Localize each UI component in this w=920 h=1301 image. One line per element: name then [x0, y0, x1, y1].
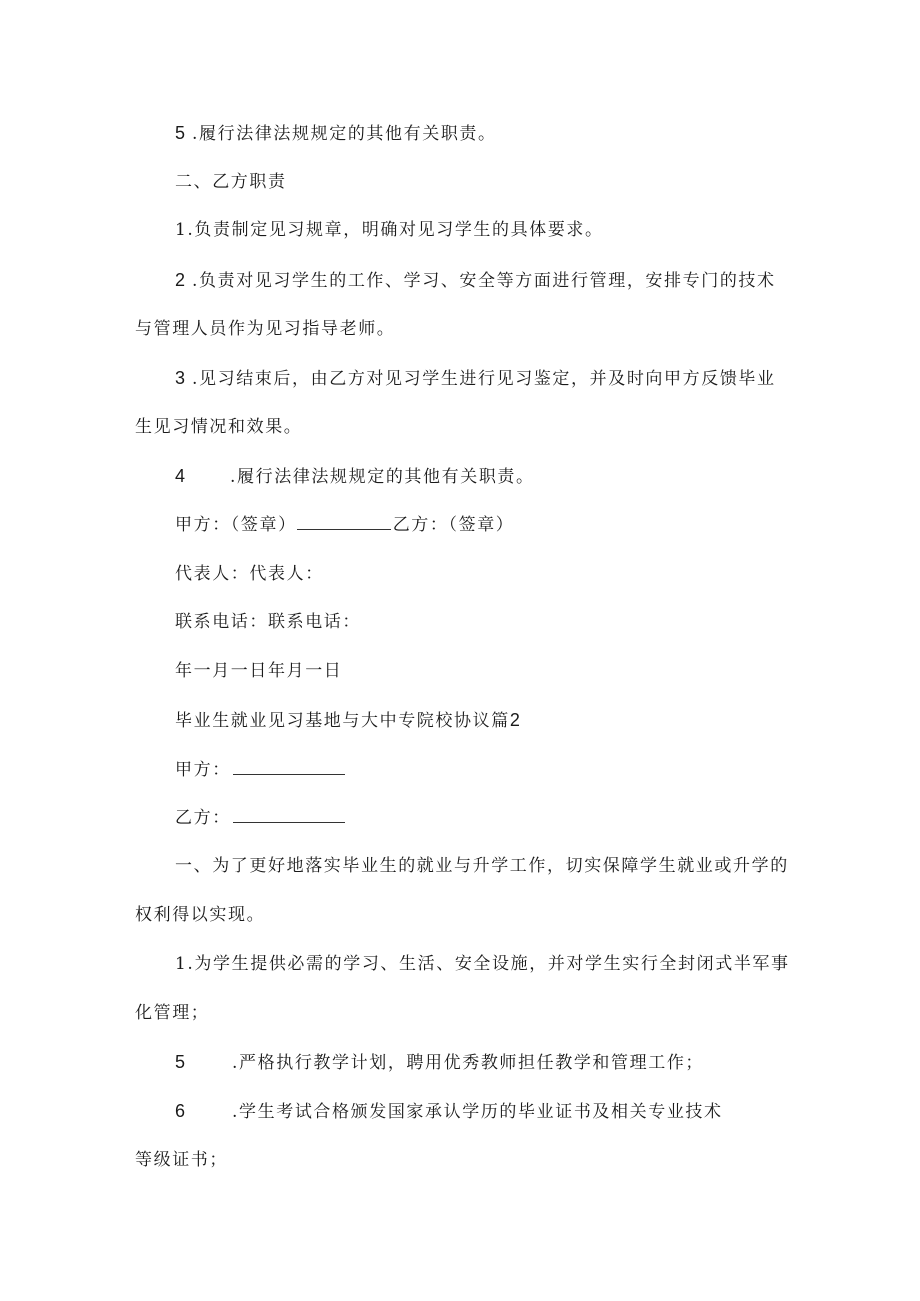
representative-line: 代表人：代表人： [175, 564, 324, 584]
party-a-blank [233, 758, 345, 775]
phone-line: 联系电话：联系电话： [175, 612, 361, 632]
item-b4 [175, 465, 535, 488]
party-b-label: 乙方： [175, 808, 231, 828]
item-b3 [175, 367, 776, 390]
item-text: .负责对见习学生的工作、学习、安全等方面进行管理，安排专门的技术 [192, 271, 776, 291]
clause-1: 一、为了更好地落实毕业生的就业与升学工作，切实保障学生就业或升学的 [175, 856, 789, 876]
agreement-title-number: 2 [509, 710, 520, 730]
party-b-blank [233, 806, 345, 823]
clause-item-6 [175, 1100, 723, 1123]
clause-item-5 [175, 1051, 704, 1074]
agreement-party-a [175, 758, 345, 781]
item-a5 [175, 122, 497, 145]
item-number: 4 [175, 466, 186, 486]
item-number: 3 [175, 368, 186, 388]
item-text: .履行法律法规规定的其他有关职责。 [192, 124, 497, 144]
item-number: 5 [175, 1052, 186, 1072]
item-text: .严格执行教学计划，聘用优秀教师担任教学和管理工作； [232, 1053, 705, 1073]
item-b2-continuation: 与管理人员作为见习指导老师。 [135, 319, 396, 339]
party-b-seal-label: 乙方：（签章） [392, 515, 515, 535]
item-number: 2 [175, 270, 186, 290]
clause-item-6-continuation: 等级证书； [135, 1150, 228, 1170]
signature-line [175, 513, 514, 536]
section-heading-party-b-duties: 二、乙方职责 [175, 172, 287, 192]
item-number: 6 [175, 1101, 186, 1121]
party-a-seal-label: 甲方：（签章） [175, 515, 297, 535]
item-b3-continuation: 生见习情况和效果。 [135, 417, 303, 437]
date-line: 年一月一日年月一日 [175, 661, 343, 681]
item-text: .学生考试合格颁发国家承认学历的毕业证书及相关专业技术 [232, 1102, 723, 1122]
party-a-label: 甲方： [175, 760, 231, 780]
item-b1: 1.负责制定见习规章，明确对见习学生的具体要求。 [175, 220, 604, 240]
item-b2 [175, 269, 776, 292]
item-number: 5 [175, 123, 186, 143]
agreement-party-b [175, 806, 345, 829]
clause-item-1: 1.为学生提供必需的学习、生活、安全设施，并对学生实行全封闭式半军事 [175, 954, 790, 974]
agreement-title [175, 709, 520, 732]
item-text: .见习结束后，由乙方对见习学生进行见习鉴定，并及时向甲方反馈毕业 [192, 369, 776, 389]
item-text: .履行法律法规规定的其他有关职责。 [230, 467, 535, 487]
agreement-title-text: 毕业生就业见习基地与大中专院校协议篇 [175, 711, 510, 731]
clause-1-continuation: 权利得以实现。 [135, 905, 266, 925]
signature-blank [297, 513, 391, 530]
clause-item-1-continuation: 化管理； [135, 1003, 210, 1023]
